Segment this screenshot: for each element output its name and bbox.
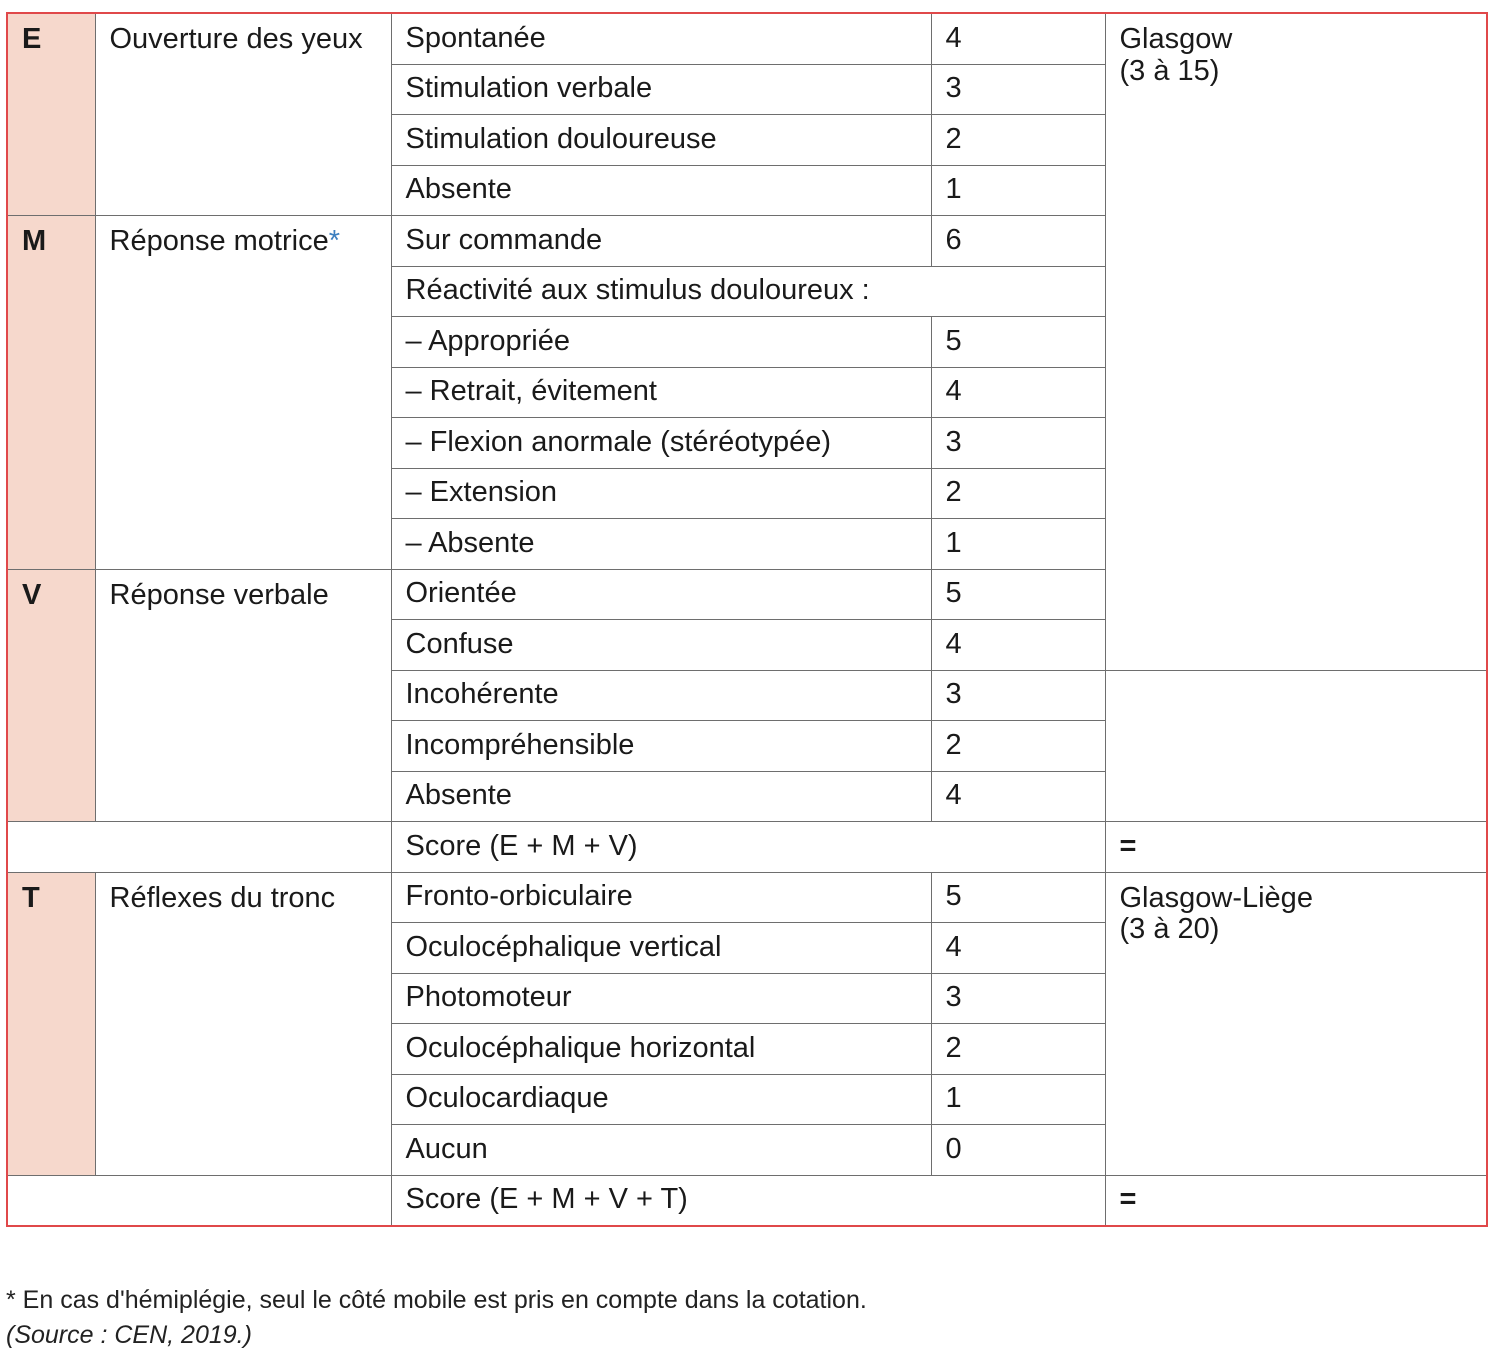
- item-label: Aucun: [391, 1125, 931, 1176]
- letter-V: V: [7, 569, 95, 822]
- score-label: Score (E + M + V + T): [391, 1175, 1105, 1226]
- item-value: 4: [931, 771, 1105, 822]
- item-value: 2: [931, 1024, 1105, 1075]
- item-label: Oculocéphalique horizontal: [391, 1024, 931, 1075]
- item-value: 1: [931, 1074, 1105, 1125]
- glasgow-label: [1105, 13, 1487, 670]
- item-label: Oculocéphalique vertical: [391, 923, 931, 974]
- glasgow-liege-name: Glasgow-Liège: [1119, 881, 1313, 914]
- glasgow-liege-table: [6, 12, 1488, 1227]
- score-label: Score (E + M + V): [391, 822, 1105, 873]
- glasgow-liege-range: (3 à 20): [1119, 913, 1220, 946]
- score-row: [7, 1175, 1487, 1226]
- item-value: 4: [931, 367, 1105, 418]
- glasgow-table-wrapper: [6, 12, 1486, 1227]
- item-label: Confuse: [391, 620, 931, 671]
- score-equals: =: [1105, 1175, 1487, 1226]
- item-value: 4: [931, 13, 1105, 64]
- item-value: 0: [931, 1125, 1105, 1176]
- empty-cell: [7, 1175, 391, 1226]
- score-row: [7, 822, 1487, 873]
- item-value: 5: [931, 317, 1105, 368]
- item-value: 2: [931, 468, 1105, 519]
- category-brainstem-reflexes: Réflexes du tronc: [95, 872, 391, 1175]
- item-label: – Flexion anormale (stéréotypée): [391, 418, 931, 469]
- item-label: Absente: [391, 771, 931, 822]
- item-label: Incompréhensible: [391, 721, 931, 772]
- item-label: – Appropriée: [391, 317, 931, 368]
- glasgow-name: Glasgow: [1119, 23, 1233, 55]
- item-label: Orientée: [391, 569, 931, 620]
- glasgow-range: (3 à 15): [1119, 54, 1220, 87]
- table-row: [7, 872, 1487, 923]
- item-value: 3: [931, 973, 1105, 1024]
- item-value: 6: [931, 216, 1105, 267]
- item-value: 4: [931, 620, 1105, 671]
- item-label: Fronto-orbiculaire: [391, 872, 931, 923]
- empty-cell: [7, 822, 391, 873]
- item-label: Incohérente: [391, 670, 931, 721]
- asterisk-marker: *: [328, 225, 341, 257]
- item-value: 5: [931, 872, 1105, 923]
- item-value: 1: [931, 519, 1105, 570]
- letter-M: M: [7, 216, 95, 570]
- category-motor-response: [95, 216, 391, 570]
- item-label: Oculocardiaque: [391, 1074, 931, 1125]
- item-label: Photomoteur: [391, 973, 931, 1024]
- item-value: 4: [931, 923, 1105, 974]
- item-label: – Absente: [391, 519, 931, 570]
- item-value: 3: [931, 670, 1105, 721]
- category-verbal-response: Réponse verbale: [95, 569, 391, 822]
- source-note: (Source : CEN, 2019.): [6, 1321, 252, 1349]
- category-text: Réponse motrice: [109, 225, 329, 257]
- item-value: 5: [931, 569, 1105, 620]
- item-value: 3: [931, 64, 1105, 115]
- item-label: – Extension: [391, 468, 931, 519]
- item-value: 3: [931, 418, 1105, 469]
- item-label-subheading: Réactivité aux stimulus douloureux :: [391, 266, 1105, 317]
- item-value: 2: [931, 721, 1105, 772]
- category-eye-opening: Ouverture des yeux: [95, 13, 391, 216]
- item-value: 2: [931, 115, 1105, 166]
- letter-T: T: [7, 872, 95, 1175]
- item-label: Absente: [391, 165, 931, 216]
- item-label: Sur commande: [391, 216, 931, 267]
- letter-E: E: [7, 13, 95, 216]
- item-label: Stimulation verbale: [391, 64, 931, 115]
- item-value: 1: [931, 165, 1105, 216]
- footnote: * En cas d'hémiplégie, seul le côté mobile est pris en compte dans la cotation.: [6, 1286, 867, 1314]
- glasgow-liege-label: [1105, 872, 1487, 1175]
- item-label: – Retrait, évitement: [391, 367, 931, 418]
- table-row: [7, 13, 1487, 64]
- item-label: Spontanée: [391, 13, 931, 64]
- item-label: Stimulation douloureuse: [391, 115, 931, 166]
- score-equals: =: [1105, 822, 1487, 873]
